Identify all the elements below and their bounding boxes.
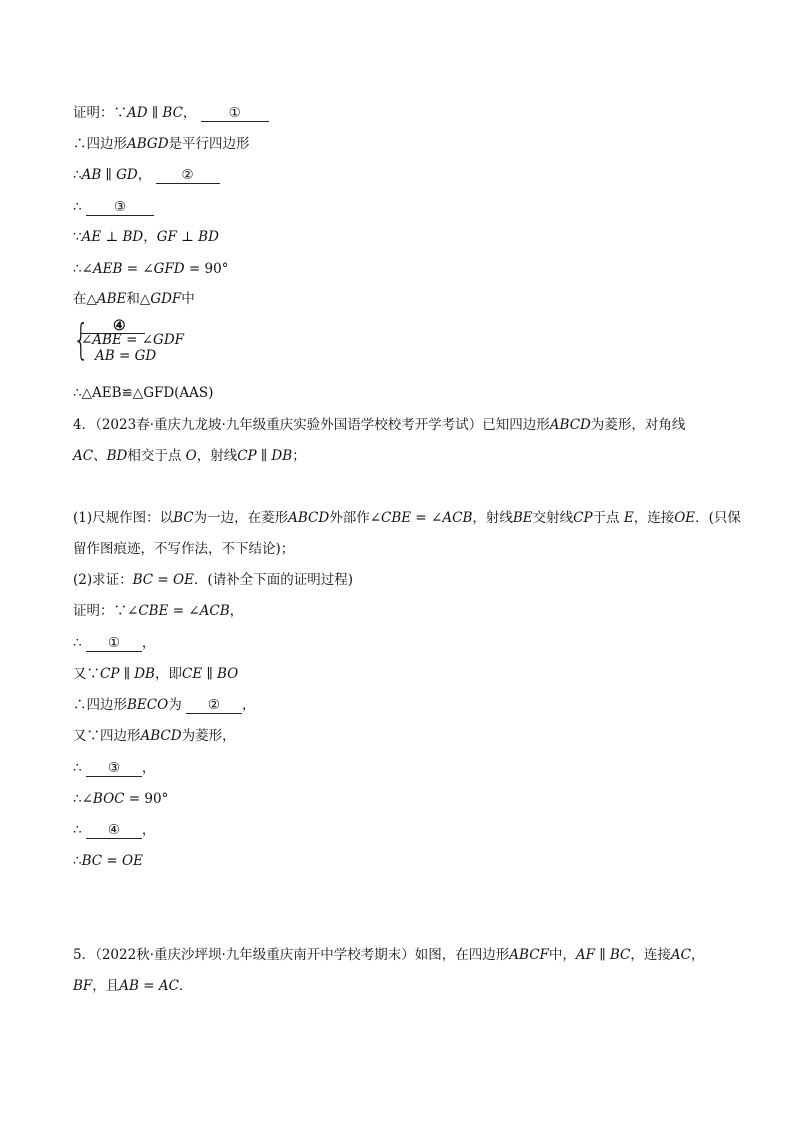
step-6 <box>73 759 155 777</box>
text: ， <box>690 947 705 963</box>
math: AF ∥ BC <box>575 947 631 963</box>
math: ABCD <box>140 728 182 744</box>
answer-blank-2: ② <box>156 167 220 184</box>
text: 5．（2022秋·重庆沙坪坝·九年级重庆南开中学校考期末）如图，在四边形 <box>73 947 510 963</box>
math: AC <box>670 947 691 963</box>
text: = <box>153 572 174 588</box>
math: ABGD <box>127 136 169 152</box>
math: CBE <box>138 603 169 619</box>
proof-line-5 <box>73 228 219 246</box>
text: ∴ <box>73 760 82 776</box>
text: 为 <box>168 697 182 713</box>
math: BOC <box>92 791 125 807</box>
text: ， <box>141 822 156 838</box>
text: ∴ <box>73 199 82 215</box>
text: 中 <box>181 291 195 307</box>
math: GDF <box>150 291 182 307</box>
text: 为一边，在菱形 <box>193 510 289 526</box>
text: ∴四边形 <box>73 136 127 152</box>
math: GF ⊥ BD <box>156 229 219 245</box>
question-4-head <box>73 416 685 434</box>
step-7 <box>73 790 168 808</box>
text: 又∵四边形 <box>73 728 141 744</box>
step-2 <box>73 634 155 652</box>
step-4 <box>73 696 255 714</box>
text: 是平行四边形 <box>168 136 250 152</box>
math: AB <box>119 978 139 994</box>
text: = <box>138 978 159 994</box>
math: BECO <box>127 697 169 713</box>
part-2-line <box>73 571 353 589</box>
math: ACB <box>199 603 230 619</box>
text: = <box>102 853 123 869</box>
answer-blank-2: ② <box>186 697 242 714</box>
answer-blank-1: ① <box>86 635 142 652</box>
question-5-head <box>73 946 704 964</box>
text: (1)尺规作图：以 <box>73 510 174 526</box>
math: AC <box>73 448 94 464</box>
text: = ∠ <box>122 261 154 277</box>
text: 又∵ <box>73 666 100 682</box>
question-5-line-2 <box>73 977 192 995</box>
math: GFD <box>153 261 185 277</box>
text: ， <box>141 760 156 776</box>
math: OE <box>674 510 696 526</box>
text: ∴△AEB≌△GFD(AAS) <box>73 385 214 401</box>
text: 为菱形，对角线 <box>590 417 686 433</box>
proof-line-1 <box>73 104 269 122</box>
proof-line-4 <box>73 198 154 216</box>
text: (2)求证： <box>73 572 133 588</box>
text: ． <box>178 978 193 994</box>
math: OE <box>122 853 143 869</box>
text: ， <box>143 229 157 245</box>
step-3 <box>73 665 238 683</box>
text: ，射线 <box>472 510 513 526</box>
math: CE ∥ BO <box>181 666 239 682</box>
math: BC <box>132 572 154 588</box>
text: 中， <box>548 947 576 963</box>
math: BC <box>81 853 103 869</box>
text: ∴ <box>73 853 82 869</box>
text: 外部作∠ <box>329 510 382 526</box>
text: 证明：∵∠ <box>73 603 139 619</box>
text: 相交于点 <box>127 448 182 464</box>
math: CP ∥ DB <box>100 666 155 682</box>
text: ∴ <box>73 635 82 651</box>
brace-row-2: AB = GD <box>95 348 157 364</box>
text: 、 <box>93 448 107 464</box>
part-1-line-1 <box>73 509 741 527</box>
math: ABE <box>96 291 127 307</box>
text: 为菱形， <box>181 728 236 744</box>
text: ．(请补全下面的证明过程) <box>193 572 354 588</box>
text: ， <box>141 635 156 651</box>
text: 留作图痕迹，不写作法，不下结论)； <box>73 541 295 557</box>
text: ，即 <box>154 666 182 682</box>
text: ，且 <box>92 978 120 994</box>
text: ∴四边形 <box>73 697 127 713</box>
text: 4．（2023春·重庆九龙坡·九年级重庆实验外国语学校校考开学考试）已知四边形 <box>73 417 550 433</box>
left-brace: { <box>73 315 90 364</box>
math: BC <box>173 510 194 526</box>
proof-line-8 <box>73 384 213 402</box>
text: 交射线 <box>532 510 574 526</box>
text: ∴∠ <box>73 791 93 807</box>
proof-line-6 <box>73 260 228 278</box>
text: ； <box>292 448 306 464</box>
text: = ∠ <box>411 510 443 526</box>
text: 证明：∵ <box>73 105 127 121</box>
math: AE ⊥ BD <box>81 229 144 245</box>
math: CP ∥ DB <box>237 448 293 464</box>
answer-blank-3: ③ <box>86 199 154 216</box>
text: ∵ <box>73 229 82 245</box>
text: 于点 <box>592 510 620 526</box>
math: ABCF <box>509 947 549 963</box>
answer-blank-1: ① <box>201 105 269 122</box>
text: ，连接 <box>633 510 675 526</box>
math: CP <box>573 510 593 526</box>
brace-row-1: ∠ABE = ∠GDF <box>81 332 185 348</box>
part-1-line-2 <box>73 540 294 558</box>
text: = 90° <box>184 261 229 277</box>
answer-blank-3: ③ <box>86 760 142 777</box>
math: AEB <box>92 261 123 277</box>
math: AC <box>158 978 179 994</box>
text: ∴ <box>73 822 82 838</box>
math: CBE <box>381 510 412 526</box>
step-1 <box>73 602 243 620</box>
text: ， <box>241 697 256 713</box>
proof-line-2 <box>73 135 250 153</box>
text: ， <box>229 603 244 619</box>
text: ，射线 <box>196 448 238 464</box>
text: ∴ <box>73 167 82 183</box>
brace-system <box>73 315 273 370</box>
math: BE <box>512 510 533 526</box>
math: ABCD <box>549 417 591 433</box>
math: ACB <box>442 510 473 526</box>
math: BD <box>106 448 128 464</box>
text: 在△ <box>73 291 97 307</box>
text: = ∠ <box>168 603 200 619</box>
answer-blank-4: ④ <box>86 822 142 839</box>
proof-line-3 <box>73 166 220 184</box>
text: ， <box>182 105 197 121</box>
math: E <box>619 510 634 526</box>
math: O <box>181 448 197 464</box>
math: AD ∥ BC <box>127 105 183 121</box>
text: ，连接 <box>630 947 671 963</box>
math: ABCD <box>288 510 330 526</box>
text: = 90° <box>124 791 169 807</box>
step-8 <box>73 821 155 839</box>
step-9 <box>73 852 143 870</box>
circle-mark-4: ④ <box>113 318 126 334</box>
text: ∴∠ <box>73 261 93 277</box>
text: ．(只保 <box>695 510 741 526</box>
math: BF <box>73 978 93 994</box>
step-5 <box>73 727 236 745</box>
text: ， <box>137 167 152 183</box>
math: AB ∥ GD <box>81 167 138 183</box>
question-4-line-2 <box>73 447 306 465</box>
proof-line-7 <box>73 290 195 308</box>
text: 和△ <box>126 291 151 307</box>
math: OE <box>173 572 194 588</box>
